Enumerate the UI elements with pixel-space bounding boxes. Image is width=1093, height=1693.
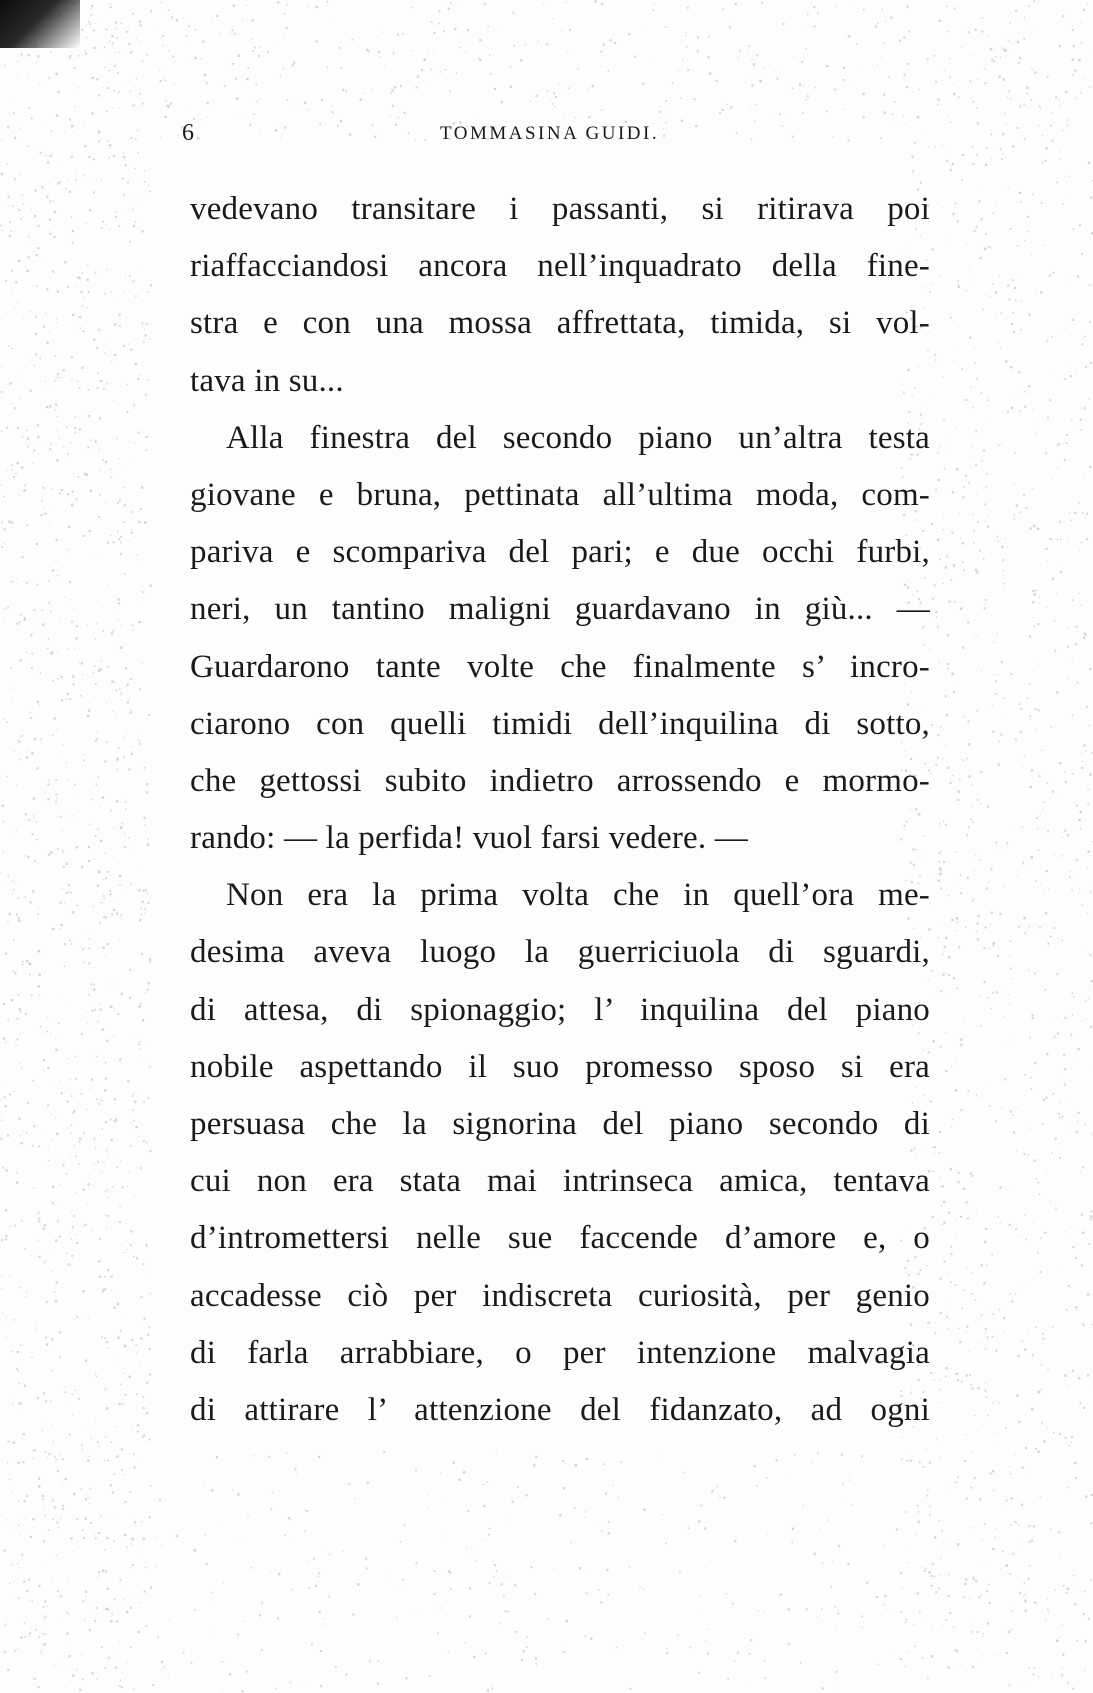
paragraph-first-line: Non era la prima volta che in quell’ora me-	[226, 877, 930, 914]
text-line: di attesa, di spionaggio; l’ inquilina del piano	[190, 991, 930, 1028]
text-line: stra e con una mossa affrettata, timida, si vol-	[190, 305, 930, 342]
text-line: d’intromettersi nelle sue faccende d’amore e, o	[190, 1220, 930, 1257]
text-line: vedevano transitare i passanti, si ritirava poi	[190, 191, 930, 227]
body-text	[190, 181, 930, 1439]
text-line: di attirare l’ attenzione del fidanzato, ad ogni	[190, 1391, 930, 1428]
text-line: rando: — la perfida! vuol farsi vedere. —	[190, 820, 748, 857]
text-line: accadesse ciò per indiscreta curiosità, per genio	[190, 1277, 930, 1314]
scan-corner-blot	[0, 0, 80, 48]
text-line: nobile aspettando il suo promesso sposo si era	[190, 1048, 930, 1085]
page-number: 6	[182, 120, 194, 146]
text-line: che gettossi subito indietro arrossendo e mormo-	[190, 762, 930, 799]
running-title: TOMMASINA GUIDI.	[440, 123, 660, 144]
running-head	[182, 118, 930, 148]
text-line: pariva e scompariva del pari; e due occhi furbi,	[190, 534, 930, 571]
text-line: tava in su...	[190, 362, 344, 399]
text-line: giovane e bruna, pettinata all’ultima moda, com-	[190, 476, 930, 513]
text-line: ciarono con quelli timidi dell’inquilina di sotto,	[190, 705, 930, 742]
paragraph-first-line: Alla finestra del secondo piano un’altra testa	[226, 419, 930, 456]
text-line: desima aveva luogo la guerriciuola di sguardi,	[190, 934, 930, 971]
text-line: riaffacciandosi ancora nell’inquadrato della fine-	[190, 248, 930, 285]
text-line: Guardarono tante volte che finalmente s’ incro-	[190, 648, 930, 685]
text-line: di farla arrabbiare, o per intenzione malvagia	[190, 1334, 930, 1371]
text-line: cui non era stata mai intrinseca amica, tentava	[190, 1163, 930, 1200]
text-line: persuasa che la signorina del piano secondo di	[190, 1106, 930, 1142]
text-line: neri, un tantino maligni guardavano in giù... —	[190, 591, 930, 628]
